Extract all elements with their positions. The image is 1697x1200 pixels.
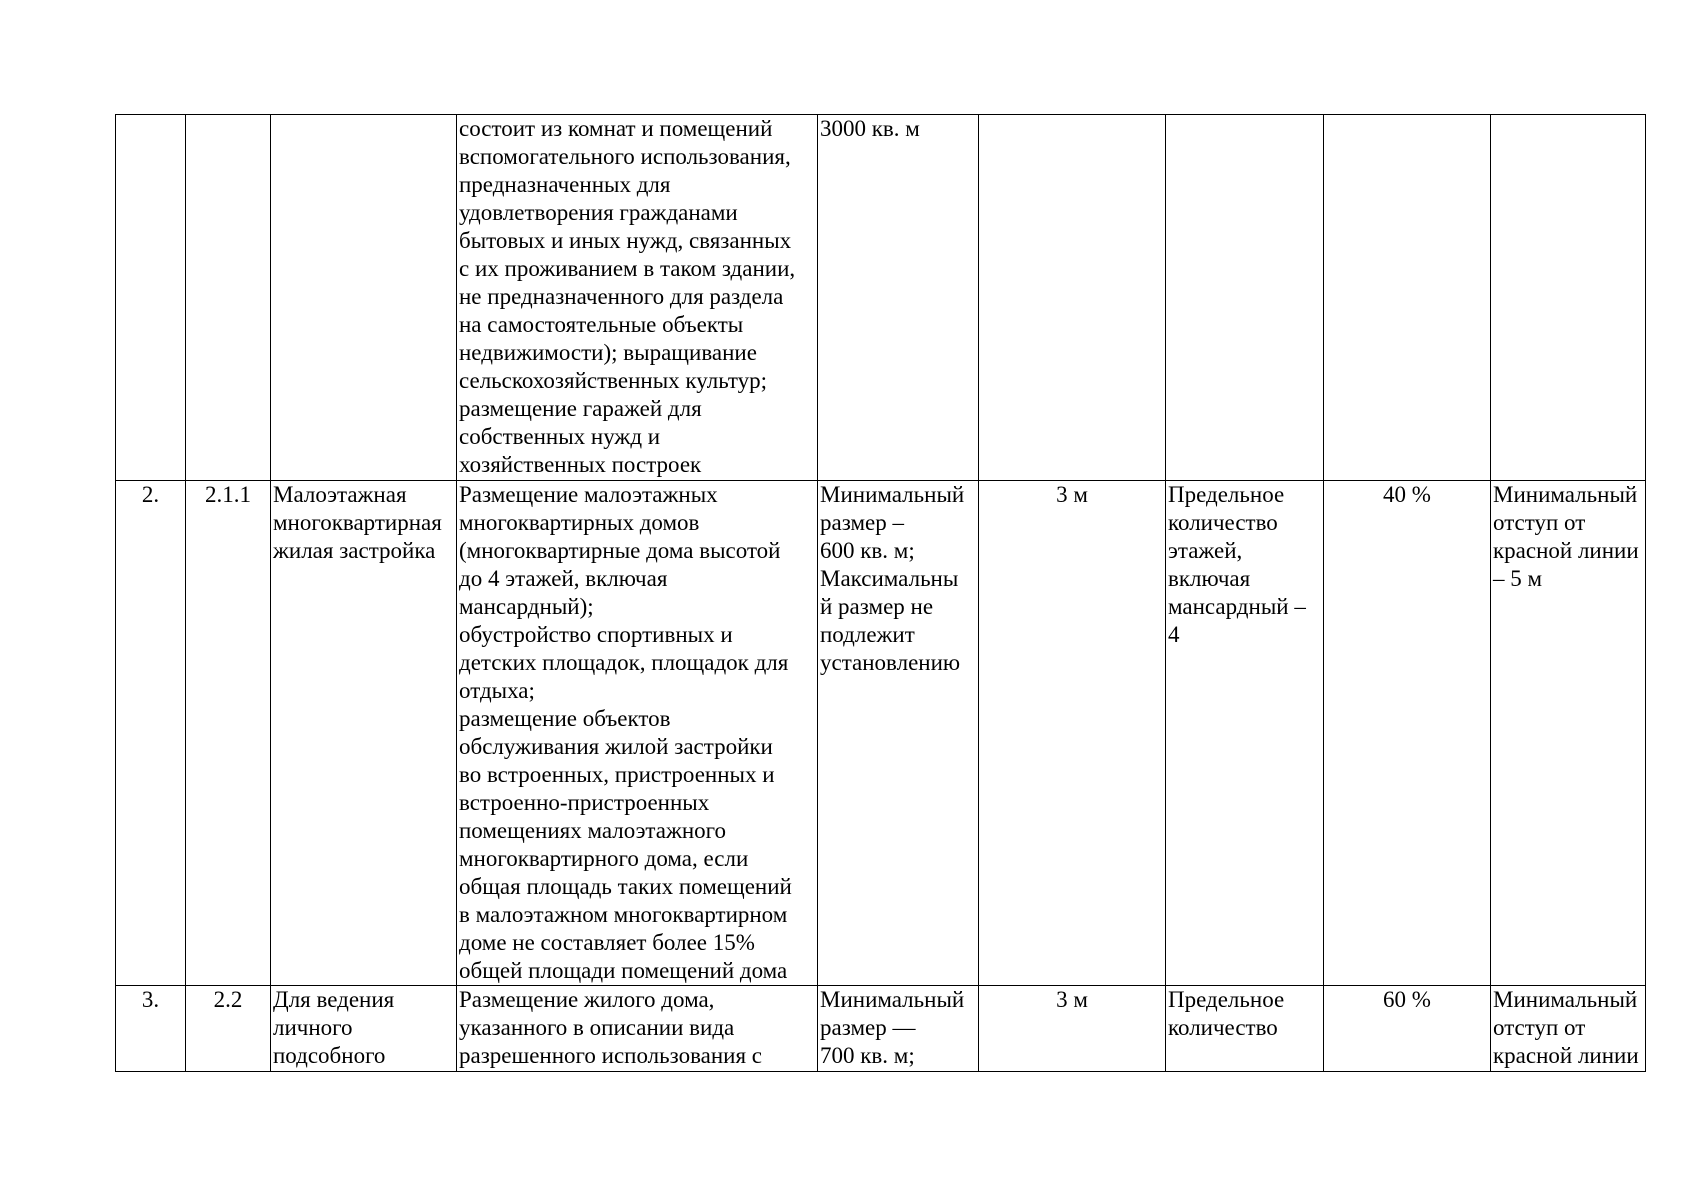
cell-text-line: размещение гаражей для [459,396,702,421]
cell-text-line: жилая застройка [273,538,436,563]
cell-text-line: Предельное [1168,482,1285,507]
cell-text-line: красной линии [1493,1043,1639,1068]
plot-size-cell [818,115,979,481]
table-row [116,481,1646,986]
cell-text-line: подлежит [820,622,915,647]
red-line-setback-cell [1491,986,1646,1072]
cell-text-line: 4 [1168,622,1180,647]
cell-text-line: размещение объектов [459,706,671,731]
cell-text-line: помещениях малоэтажного [459,818,727,843]
cell-text-line: отступ от [1493,1015,1586,1040]
cell-text-line: 600 кв. м; [820,538,915,563]
cell-text-line: до 4 этажей, включая [459,566,668,591]
cell-text-line: в малоэтажном многоквартирном [459,902,788,927]
cell-text-line: отдыха; [459,678,535,703]
cell-text-line: обслуживания жилой застройки [459,734,773,759]
cell-text-line: многоквартирного дома, если [459,846,749,871]
use-description-cell [457,115,818,481]
cell-text-line: указанного в описании вида [459,1015,735,1040]
cell-text-line: обустройство спортивных и [459,622,733,647]
coverage-percent-cell [1324,115,1491,481]
cell-text-line: бытовых и иных нужд, связанных [459,228,792,253]
cell-text-line: (многоквартирные дома высотой [459,538,781,563]
cell-text-line: во встроенных, пристроенных и [459,762,775,787]
cell-text-line: Размещение жилого дома, [459,987,715,1012]
table-row [116,115,1646,481]
cell-text-line: размер – [820,510,904,535]
cell-text-line: доме не составляет более 15% [459,930,755,955]
cell-text-line: 3000 кв. м [820,116,920,141]
cell-text-line: Для ведения [273,987,395,1012]
cell-text-line: Минимальный [1493,482,1638,507]
cell-text-line: хозяйственных построек [459,452,702,477]
row-number-cell [116,481,186,986]
cell-text-line: многоквартирных домов [459,510,700,535]
cell-text-line: личного [273,1015,353,1040]
use-name-cell [271,986,457,1072]
cell-text-line: количество [1168,1015,1278,1040]
cell-text-line: Минимальный [1493,987,1638,1012]
cell-text-line: й размер не [820,594,934,619]
use-code-cell [186,115,271,481]
cell-text-line: размер — [820,1015,916,1040]
cell-text-line: сельскохозяйственных культур; [459,368,767,393]
cell-text-line: мансардный – [1168,594,1306,619]
use-description-cell [457,481,818,986]
plot-size-cell [818,986,979,1072]
setback-cell [979,115,1166,481]
cell-text-line: общая площадь таких помещений [459,874,792,899]
cell-text-line: Максимальны [820,566,959,591]
red-line-setback-cell [1491,481,1646,986]
cell-text-line: подсобного [273,1043,386,1068]
land-use-regulations-table [115,114,1646,1072]
cell-text-line: этажей, [1168,538,1243,563]
red-line-setback-cell [1491,115,1646,481]
cell-text-line: 700 кв. м; [820,1043,915,1068]
use-description-cell [457,986,818,1072]
cell-text-line: установлению [820,650,961,675]
row-number-cell [116,115,186,481]
cell-text-line: Предельное [1168,987,1285,1012]
use-name-cell [271,481,457,986]
cell-text-line: собственных нужд и [459,424,661,449]
use-name-cell [271,115,457,481]
cell-text-line: Минимальный [820,482,965,507]
cell-text-line: на самостоятельные объекты [459,312,744,337]
setback-cell [979,986,1166,1072]
use-code-cell [186,481,271,986]
table-row [116,986,1646,1072]
coverage-percent-cell [1324,986,1491,1072]
cell-text-line: удовлетворения гражданами [459,200,738,225]
cell-text-line: включая [1168,566,1251,591]
floor-limit-cell [1166,986,1324,1072]
cell-text-line: красной линии [1493,538,1639,563]
cell-text-line: состоит из комнат и помещений [459,116,773,141]
row-number-cell [116,986,186,1072]
cell-text: 40 % [1383,482,1431,507]
cell-text-line: многоквартирная [273,510,442,535]
floor-limit-cell [1166,115,1324,481]
cell-text-line: общей площади помещений дома [459,958,788,983]
cell-text-line: Минимальный [820,987,965,1012]
cell-text-line: недвижимости); выращивание [459,340,757,365]
cell-text-line: разрешенного использования с [459,1043,763,1068]
cell-text-line: – 5 м [1493,566,1543,591]
cell-text-line: не предназначенного для раздела [459,284,784,309]
cell-text-line: детских площадок, площадок для [459,650,789,675]
cell-text-line: Малоэтажная [273,482,407,507]
cell-text: 2.2 [213,987,243,1012]
plot-size-cell [818,481,979,986]
cell-text: 3. [141,987,160,1012]
use-code-cell [186,986,271,1072]
cell-text-line: Размещение малоэтажных [459,482,718,507]
cell-text-line: предназначенных для [459,172,671,197]
cell-text-line: отступ от [1493,510,1586,535]
cell-text-line: с их проживанием в таком здании, [459,256,796,281]
cell-text-line: мансардный); [459,594,594,619]
cell-text-line: вспомогательного использования, [459,144,791,169]
cell-text: 3 м [1056,482,1088,507]
setback-cell [979,481,1166,986]
cell-text: 2.1.1 [205,482,251,507]
cell-text: 2. [141,482,160,507]
cell-text-line: встроенно-пристроенных [459,790,710,815]
floor-limit-cell [1166,481,1324,986]
cell-text-line: количество [1168,510,1278,535]
cell-text: 60 % [1383,987,1431,1012]
cell-text: 3 м [1056,987,1088,1012]
coverage-percent-cell [1324,481,1491,986]
